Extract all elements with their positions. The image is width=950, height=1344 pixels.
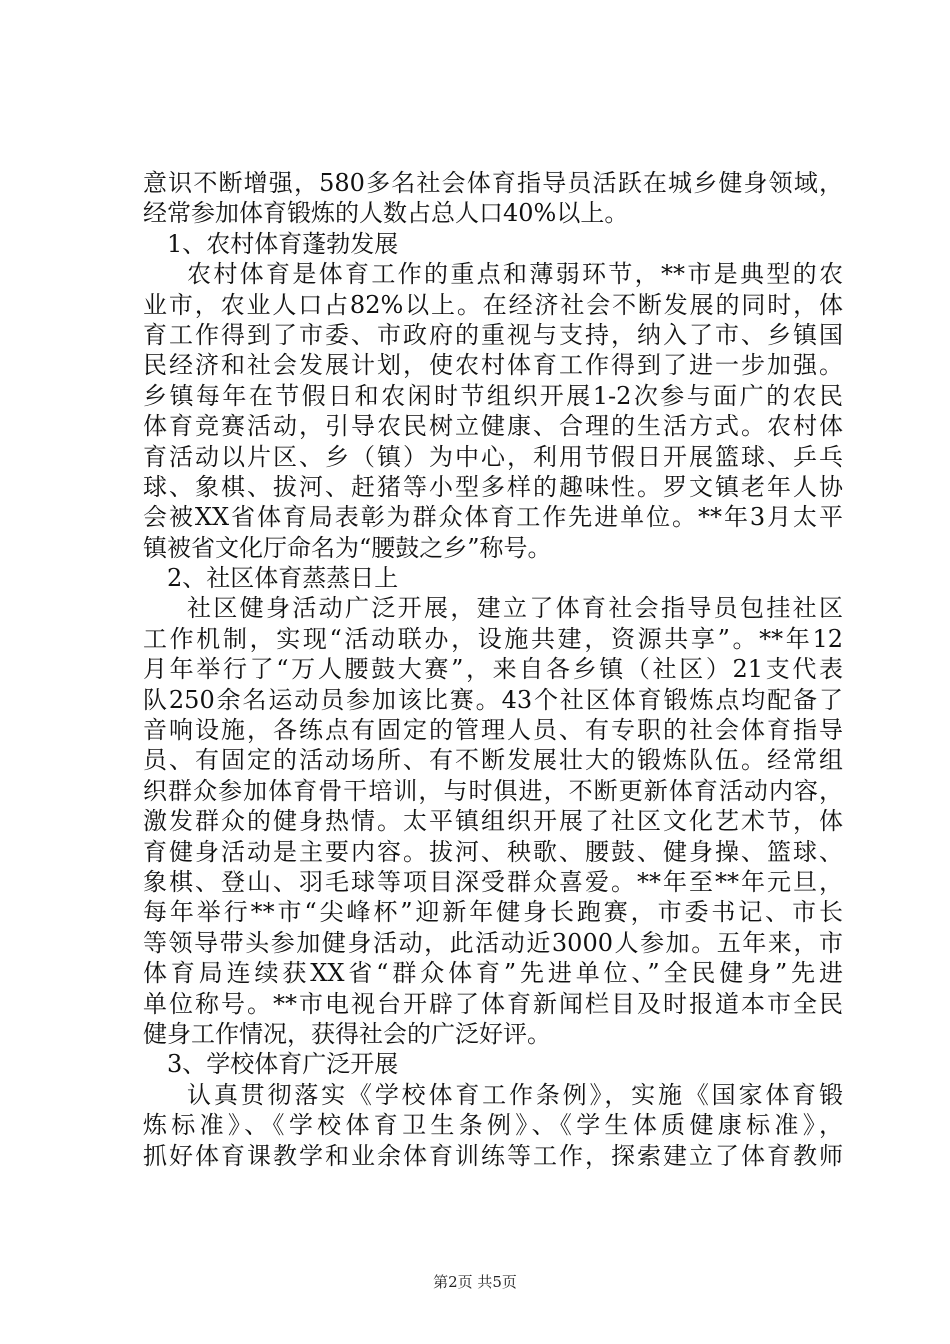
text-line: 单位称号。**市电视台开辟了体育新闻栏目及时报道本市全民 <box>143 989 843 1018</box>
text-line: 健身工作情况，获得社会的广泛好评。 <box>143 1019 551 1048</box>
text-line: 体育局连续获XX省“群众体育”先进单位、”全民健身”先进 <box>143 959 843 988</box>
text-line: 体育竞赛活动，引导农民树立健康、合理的生活方式。农村体 <box>143 412 843 441</box>
text-line: 球、象棋、拔河、赶猪等小型多样的趣味性。罗文镇老年人协 <box>143 472 843 501</box>
text-line: 农村体育是体育工作的重点和薄弱环节，**市是典型的农 <box>187 260 843 289</box>
text-line: 乡镇每年在节假日和农闲时节组织开展1-2次参与面广的农民 <box>143 381 843 410</box>
text-line: 经常参加体育锻炼的人数占总人口40%以上。 <box>143 199 629 228</box>
text-line: 会被XX省体育局表彰为群众体育工作先进单位。**年3月太平 <box>143 503 843 532</box>
text-line: 认真贯彻落实《学校体育工作条例》，实施《国家体育锻 <box>187 1080 843 1109</box>
section-heading: 1、农村体育蓬勃发展 <box>167 229 399 258</box>
text-line: 织群众参加体育骨干培训，与时俱进，不断更新体育活动内容， <box>143 776 843 805</box>
text-line: 育活动以片区、乡（镇）为中心，利用节假日开展篮球、乒乓 <box>143 442 843 471</box>
text-line: 镇被省文化厅命名为“腰鼓之乡”称号。 <box>143 533 552 562</box>
text-line: 育健身活动是主要内容。拔河、秧歌、腰鼓、健身操、篮球、 <box>143 837 843 866</box>
text-line: 意识不断增强，580多名社会体育指导员活跃在城乡健身领域， <box>143 169 843 197</box>
text-line: 月年举行了“万人腰鼓大赛”，来自各乡镇（社区）21支代表 <box>143 655 843 684</box>
text-line: 育工作得到了市委、市政府的重视与支持，纳入了市、乡镇国 <box>143 320 843 349</box>
text-line: 等领导带头参加健身活动，此活动近3000人参加。五年来，市 <box>143 928 843 957</box>
section-heading: 2、社区体育蒸蒸日上 <box>167 564 399 593</box>
text-line: 员、有固定的活动场所、有不断发展壮大的锻炼队伍。经常组 <box>143 746 843 775</box>
text-line: 业市，农业人口占82%以上。在经济社会不断发展的同时，体 <box>143 290 843 319</box>
text-line: 抓好体育课教学和业余体育训练等工作，探索建立了体育教师 <box>143 1141 843 1170</box>
text-line: 社区健身活动广泛开展，建立了体育社会指导员包挂社区 <box>187 594 843 623</box>
text-line: 象棋、登山、羽毛球等项目深受群众喜爱。**年至**年元旦， <box>143 867 843 896</box>
text-line: 工作机制，实现“活动联办，设施共建，资源共享”。**年12 <box>143 624 843 653</box>
section-heading: 3、学校体育广泛开展 <box>167 1050 399 1079</box>
text-line: 炼标准》、《学校体育卫生条例》、《学生体质健康标准》， <box>143 1111 843 1140</box>
text-line: 每年举行**市“尖峰杯”迎新年健身长跑赛，市委书记、市长 <box>143 898 843 927</box>
text-line: 民经济和社会发展计划，使农村体育工作得到了进一步加强。 <box>143 351 843 380</box>
text-line: 音响设施，各练点有固定的管理人员、有专职的社会体育指导 <box>143 716 843 745</box>
page-footer: 第2页 共5页 <box>433 1273 517 1291</box>
text-line: 队250余名运动员参加该比赛。43个社区体育锻炼点均配备了 <box>143 685 843 714</box>
text-line: 激发群众的健身热情。太平镇组织开展了社区文化艺术节，体 <box>143 807 843 836</box>
document-body <box>143 168 843 1171</box>
